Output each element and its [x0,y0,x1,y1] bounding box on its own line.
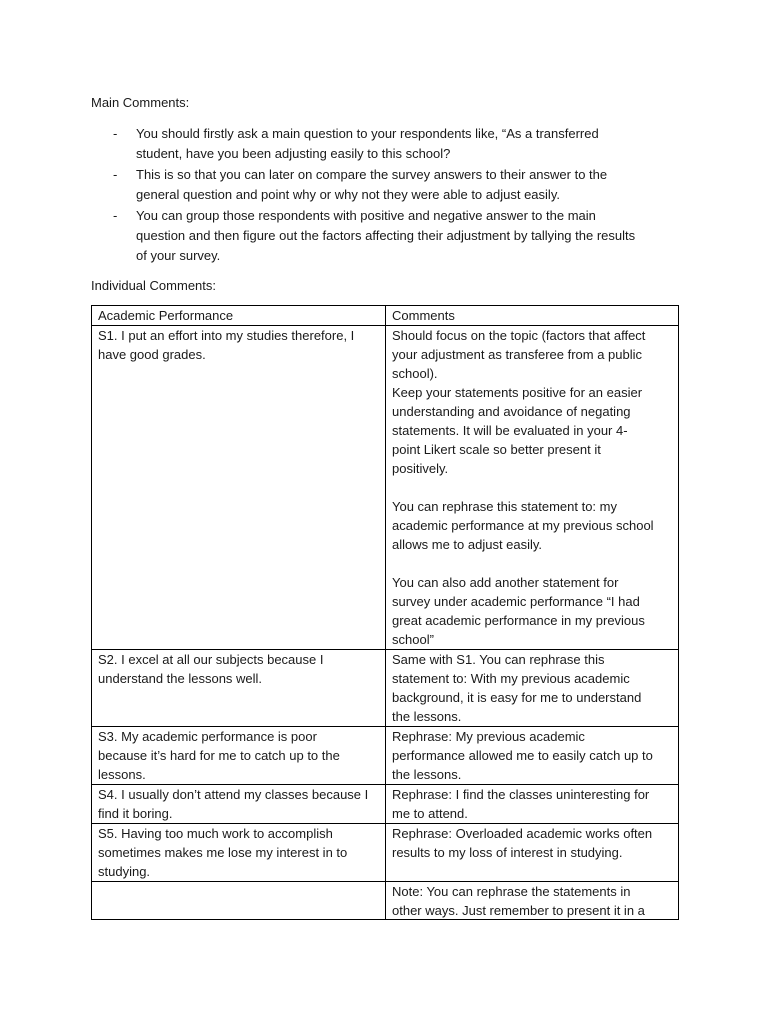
comment-line: results to my loss of interest in studying. [392,845,623,860]
statement-cell-empty [92,882,386,920]
list-item-line: student, have you been adjusting easily to this school? [136,146,451,161]
comment-line: the lessons. [392,709,462,724]
statement-line: have good grades. [98,347,206,362]
list-item [91,206,681,266]
list-item-line: This is so that you can later on compare the survey answers to their answer to the [136,167,608,182]
comment-line: performance allowed me to easily catch up to [392,748,653,763]
comment-line: Note: You can rephrase the statements in [392,884,631,899]
comment-line: You can also add another statement for [392,575,619,590]
comment-line: Rephrase: Overloaded academic works often [392,826,653,841]
comment-line: Keep your statements positive for an easier [392,385,643,400]
comment-cell [386,727,679,785]
comment-cell [386,650,679,727]
list-item-line: of your survey. [136,248,221,263]
comment-cell [386,326,679,650]
statement-cell [92,785,386,824]
comment-line: other ways. Just remember to present it in a [392,903,645,918]
comment-line: You can rephrase this statement to: my [392,499,617,514]
table-header-comments: Comments [386,306,679,326]
bullet-dash: - [113,167,118,182]
comment-line: positively. [392,461,449,476]
statement-line: S3. My academic performance is poor [98,729,317,744]
comment-line: Rephrase: I find the classes uninteresting for [392,787,650,802]
paragraph-gap [392,554,672,573]
bullet-dash: - [113,208,118,223]
individual-comments-heading: Individual Comments: [91,278,216,293]
statement-line: because it’s hard for me to catch up to the [98,748,340,763]
statement-cell [92,824,386,882]
comment-line: me to attend. [392,806,468,821]
statement-line: S1. I put an effort into my studies therefore, I [98,328,355,343]
statement-line: understand the lessons well. [98,671,263,686]
table-row [92,882,679,920]
table-row [92,727,679,785]
statement-line: studying. [98,864,151,879]
comment-cell [386,785,679,824]
statement-line: sometimes makes me lose my interest in to [98,845,348,860]
statement-cell [92,650,386,727]
list-item-line: general question and point why or why not they were able to adjust easily. [136,187,560,202]
comment-cell [386,824,679,882]
comment-line: the lessons. [392,767,462,782]
table-row [92,326,679,650]
list-item [91,165,681,205]
main-comments-list [91,124,681,266]
comment-line: survey under academic performance “I had [392,594,640,609]
list-item-line: question and then figure out the factors affecting their adjustment by tallying the results [136,228,636,243]
comment-line: your adjustment as transferee from a public [392,347,643,362]
list-item-line: You can group those respondents with positive and negative answer to the main [136,208,596,223]
comment-line: Rephrase: My previous academic [392,729,585,744]
table-row [92,785,679,824]
statement-cell [92,326,386,650]
table-header-row [92,306,679,326]
comment-line: understanding and avoidance of negating [392,404,631,419]
statement-line: S5. Having too much work to accomplish [98,826,333,841]
main-comments-heading: Main Comments: [91,95,190,110]
comment-line: background, it is easy for me to understand [392,690,642,705]
note-wrap [392,882,672,919]
statement-line: lessons. [98,767,146,782]
table-header-statement: Academic Performance [92,306,386,326]
comment-cell [386,882,679,920]
comment-line: statement to: With my previous academic [392,671,630,686]
table-row [92,824,679,882]
comment-line: school). [392,366,438,381]
comment-line: school” [392,632,434,647]
statement-line: S4. I usually don’t attend my classes because I [98,787,369,802]
table-row [92,650,679,727]
list-item [91,124,681,164]
statement-line: S2. I excel at all our subjects because I [98,652,324,667]
statement-line: find it boring. [98,806,173,821]
comment-line: academic performance at my previous school [392,518,654,533]
comment-line: Same with S1. You can rephrase this [392,652,605,667]
comment-line: point Likert scale so better present it [392,442,601,457]
comment-line: Should focus on the topic (factors that affect [392,328,646,343]
list-item-line: You should firstly ask a main question to your respondents like, “As a transferred [136,126,599,141]
comments-table [91,305,679,920]
comment-line: great academic performance in my previous [392,613,645,628]
document-page [91,93,681,920]
comment-line: statements. It will be evaluated in your 4- [392,423,628,438]
statement-cell [92,727,386,785]
comment-line: allows me to adjust easily. [392,537,543,552]
paragraph-gap [392,478,672,497]
bullet-dash: - [113,126,118,141]
